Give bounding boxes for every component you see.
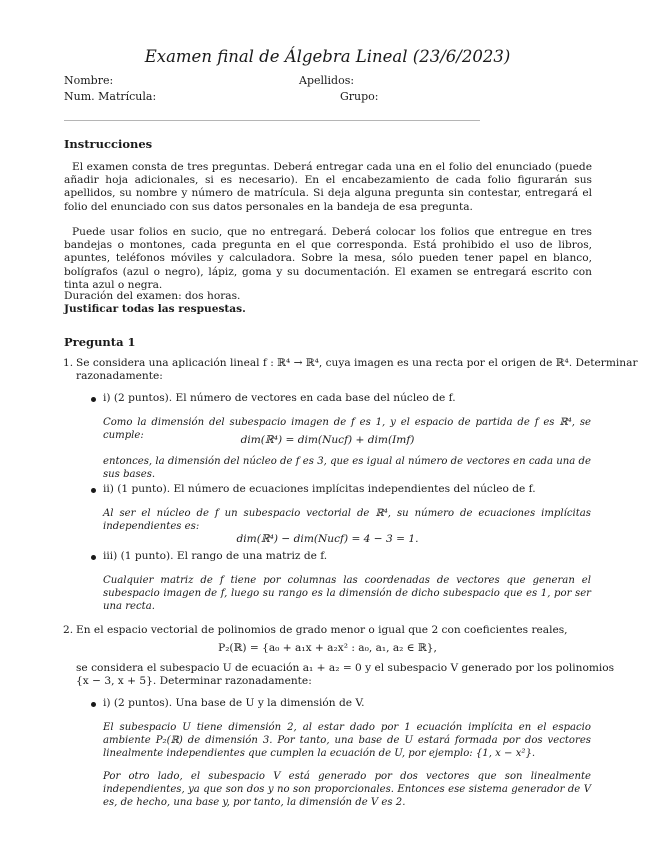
q1-part-ii-equation: dim(ℝ⁴) − dim(Nucf) = 4 − 3 = 1. — [236, 533, 419, 545]
question-1-heading: Pregunta 1 — [64, 335, 136, 349]
apellidos-label: Apellidos: — [299, 74, 355, 87]
instructions-p1-text: El examen consta de tres preguntas. Deberá entregar cada una en el folio del enunciado (puede añadir hoja adicionales, si es necesario). En el encabezamiento de cada folio figurarán sus apellidos, su nombre y número de matrícula. Si deja alguna pregunta sin contestar, entregará el folio del enunciado con sus datos personales en la bandeja de esa pregunta. — [64, 161, 592, 213]
q1-part-i-label: i) (2 puntos). El número de vectores en cada base del núcleo de f. — [103, 392, 456, 404]
q2-space-equation: P₂(ℝ) = {a₀ + a₁x + a₂x² : a₀, a₁, a₂ ∈ ℝ}, — [218, 642, 437, 654]
q2-part-i-label: i) (2 puntos). Una base de U y la dimensión de V. — [103, 697, 365, 709]
matricula-label: Num. Matrícula: — [64, 90, 157, 103]
bullet-icon — [91, 488, 96, 493]
nombre-label: Nombre: — [64, 74, 114, 87]
header-divider — [64, 120, 480, 121]
q1-part-i-answer-2: entonces, la dimensión del núcleo de f es 3, que es igual al número de vectores en cada una de sus bases. — [103, 456, 591, 480]
q1-statement-line2: razonadamente: — [76, 370, 163, 382]
bullet-icon — [91, 555, 96, 560]
q1-part-iii-answer: Cualquier matriz de f tiene por columnas las coordenadas de vectores que generan el subespacio imagen de f, luego su rango es la dimensión de dicho subespacio que es 1, por ser una recta. — [103, 575, 591, 612]
q2-statement-line2: {x − 3, x + 5}. Determinar razonadamente: — [76, 675, 312, 687]
q1-statement-line1: Se considera una aplicación lineal f : ℝ⁴ → ℝ⁴, cuya imagen es una recta por el origen de ℝ⁴. Determinar — [76, 357, 638, 369]
instructions-paragraph-1 — [64, 161, 592, 214]
q2-statement-line1: se considera el subespacio U de ecuación a₁ + a₂ = 0 y el subespacio V generado por los polinomios — [76, 662, 615, 674]
q1-part-ii-answer: Al ser el núcleo de f un subespacio vectorial de ℝ⁴, su número de ecuaciones implícitas independientes es: — [103, 508, 591, 532]
duration-text: Duración del examen: dos horas. — [64, 290, 241, 302]
bullet-icon — [91, 702, 96, 707]
q2-part-i-answer-1: El subespacio U tiene dimensión 2, al estar dado por 1 ecuación implícita en el espacio ambiente P₂(ℝ) de dimensión 3. Por tanto, una base de U estará formada por dos vectores linealmente independientes que cumplen la ecuación de U, por ejemplo: {1, x − x²}. — [103, 722, 591, 759]
instructions-paragraph-2 — [64, 226, 592, 292]
exam-title: Examen final de Álgebra Lineal (23/6/2023) — [144, 47, 511, 66]
grupo-label: Grupo: — [340, 90, 379, 103]
q2-intro: En el espacio vectorial de polinomios de grado menor o igual que 2 con coeficientes reales, — [76, 624, 568, 636]
justify-text: Justificar todas las respuestas. — [64, 303, 246, 315]
item-1-number: 1. — [63, 357, 74, 369]
item-2-number: 2. — [63, 624, 74, 636]
q1-part-iii-label: iii) (1 punto). El rango de una matriz de f. — [103, 550, 328, 562]
instructions-p2-text: Puede usar folios en sucio, que no entregará. Deberá colocar los folios que entregue en tres bandejas o montones, cada pregunta en el que corresponda. Está prohibido el uso de libros, apuntes, teléfonos móviles y calculadora. Sobre la mesa, sólo pueden tener papel en blanco, bolígrafos (azul o negro), lápiz, goma y su documentación. El examen se entregará escrito con tinta azul o negra. — [64, 226, 592, 291]
bullet-icon — [91, 397, 96, 402]
instructions-heading: Instrucciones — [64, 137, 153, 151]
q1-part-i-equation: dim(ℝ⁴) = dim(Nucf) + dim(Imf) — [240, 434, 415, 446]
q2-part-i-answer-2: Por otro lado, el subespacio V está generado por dos vectores que son linealmente independientes, ya que son dos y no son proporcionales. Entonces ese sistema generador de V es, de hecho, una base y, por tanto, la dimensión de V es 2. — [103, 771, 591, 808]
q1-part-ii-label: ii) (1 punto). El número de ecuaciones implícitas independientes del núcleo de f. — [103, 483, 536, 495]
q1-part-i-answer-1: Como la dimensión del subespacio imagen de f es 1, y el espacio de partida de f es ℝ⁴, se cumple: — [103, 417, 591, 441]
